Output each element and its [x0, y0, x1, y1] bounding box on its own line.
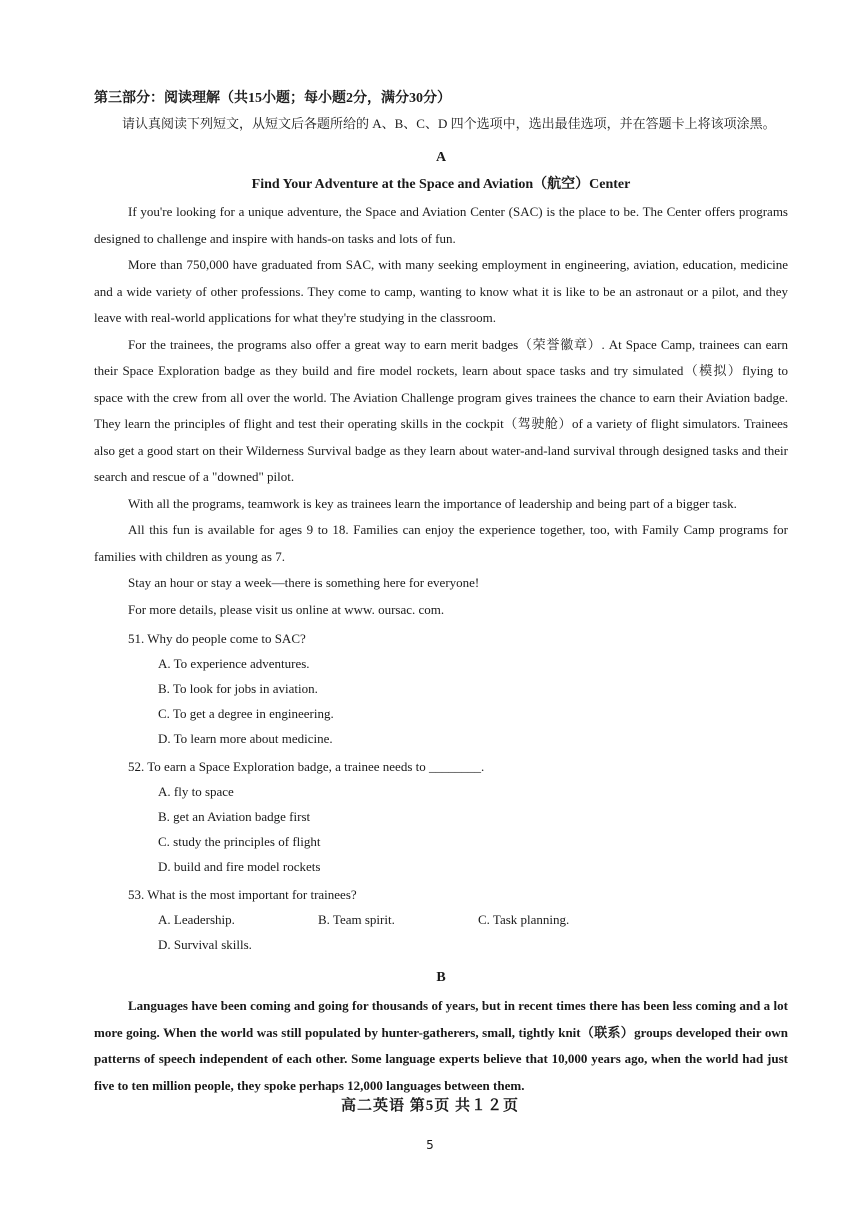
passage-a-paragraph: With all the programs, teamwork is key as trainees learn the importance of leadership and being part of a bigger task. [128, 495, 737, 511]
option-d: D. To learn more about medicine. [158, 731, 333, 746]
option-b: B. To look for jobs in aviation. [158, 681, 318, 696]
passage-a-title: Find Your Adventure at the Space and Aviation（航空）Center [251, 177, 631, 192]
option-b: B. Team spirit. [318, 912, 395, 927]
option-c: C. To get a degree in engineering. [158, 706, 334, 721]
option-d: D. build and fire model rockets [158, 859, 321, 874]
option-a: A. fly to space [158, 784, 234, 799]
option-b: B. get an Aviation badge first [158, 809, 311, 824]
question-stem: 51. Why do people come to SAC? [128, 631, 306, 646]
passage-a-paragraph: More than 750,000 have graduated from SAC, with many seeking employment in engineering, aviation, education, medicine and a wide variety of other professions. They come to camp, wanting to know what it is like to be an astronaut or a pilot, and they leave with real-world applications for what they're studying in the classroom. [94, 257, 788, 325]
passage-a-paragraph: Stay an hour or stay a week—there is something here for everyone! [128, 575, 480, 590]
passage-b-letter: B [436, 970, 446, 985]
option-d: D. Survival skills. [158, 937, 252, 952]
passage-a-body [94, 199, 788, 623]
page-footer-title: 高二英语 第5页 共１２页 [340, 1098, 519, 1114]
option-c: C. study the principles of flight [158, 834, 321, 849]
question-options [94, 907, 788, 957]
question-51 [94, 626, 788, 751]
page-content [94, 88, 788, 1099]
passage-a-paragraph: All this fun is available for ages 9 to 18. Families can enjoy the experience together, too, with Family Camp programs for families with children as young as 7. [94, 522, 788, 564]
passage-b-paragraph: Languages have been coming and going for thousands of years, but in recent times there has been less coming and a lot more going. When the world was still populated by hunter-gatherers, small, tightly knit（联系）groups developed their own patterns of speech independent of each other. Some language experts believe that 10,000 years ago, when the world had just five to ten million people, they spoke perhaps 12,000 languages between them. [94, 998, 788, 1093]
question-52 [94, 754, 788, 879]
question-stem: 52. To earn a Space Exploration badge, a trainee needs to ________. [128, 759, 485, 774]
option-a: A. Leadership. [158, 912, 235, 927]
passage-a-paragraph: If you're looking for a unique adventure, the Space and Aviation Center (SAC) is the place to be. The Center offers programs designed to challenge and inspire with hands-on tasks and lots of fun. [94, 204, 788, 246]
question-options [94, 779, 788, 879]
passage-a-letter: A [435, 150, 447, 165]
passage-a-paragraph: For more details, please visit us online at www. oursac. com. [128, 601, 445, 617]
question-options [94, 651, 788, 751]
section-heading: 第三部分：阅读理解（共15小题；每小题2分，满分30分） [94, 91, 451, 106]
question-stem: 53. What is the most important for trainees? [128, 887, 357, 902]
question-53 [94, 882, 788, 957]
passage-a-paragraph: For the trainees, the programs also offer a great way to earn merit badges（荣誉徽章）. At Space Camp, trainees can earn their Space Exploration badge as they build and fire model rockets, learn about space tasks and try simulated（模拟）flying to space with the crew from all over the world. The Aviation Challenge program gives trainees the chance to earn their Aviation badge. They learn the principles of flight and test their operating skills in the cockpit（驾驶舱）of a variety of flight simulators. Trainees also get a good start on their Wilderness Survival badge as they learn about water-and-land survival through designed tasks and their search and rescue of a "downed" pilot. [94, 336, 788, 484]
option-a: A. To experience adventures. [158, 656, 310, 671]
passage-b-body [94, 993, 788, 1099]
option-c: C. Task planning. [478, 912, 570, 927]
page-number: 5 [426, 1138, 434, 1152]
section-instruction: 请认真阅读下列短文，从短文后各题所给的 A、B、C、D 四个选项中，选出最佳选项，并在答题卡上将该项涂黑。 [122, 116, 776, 131]
